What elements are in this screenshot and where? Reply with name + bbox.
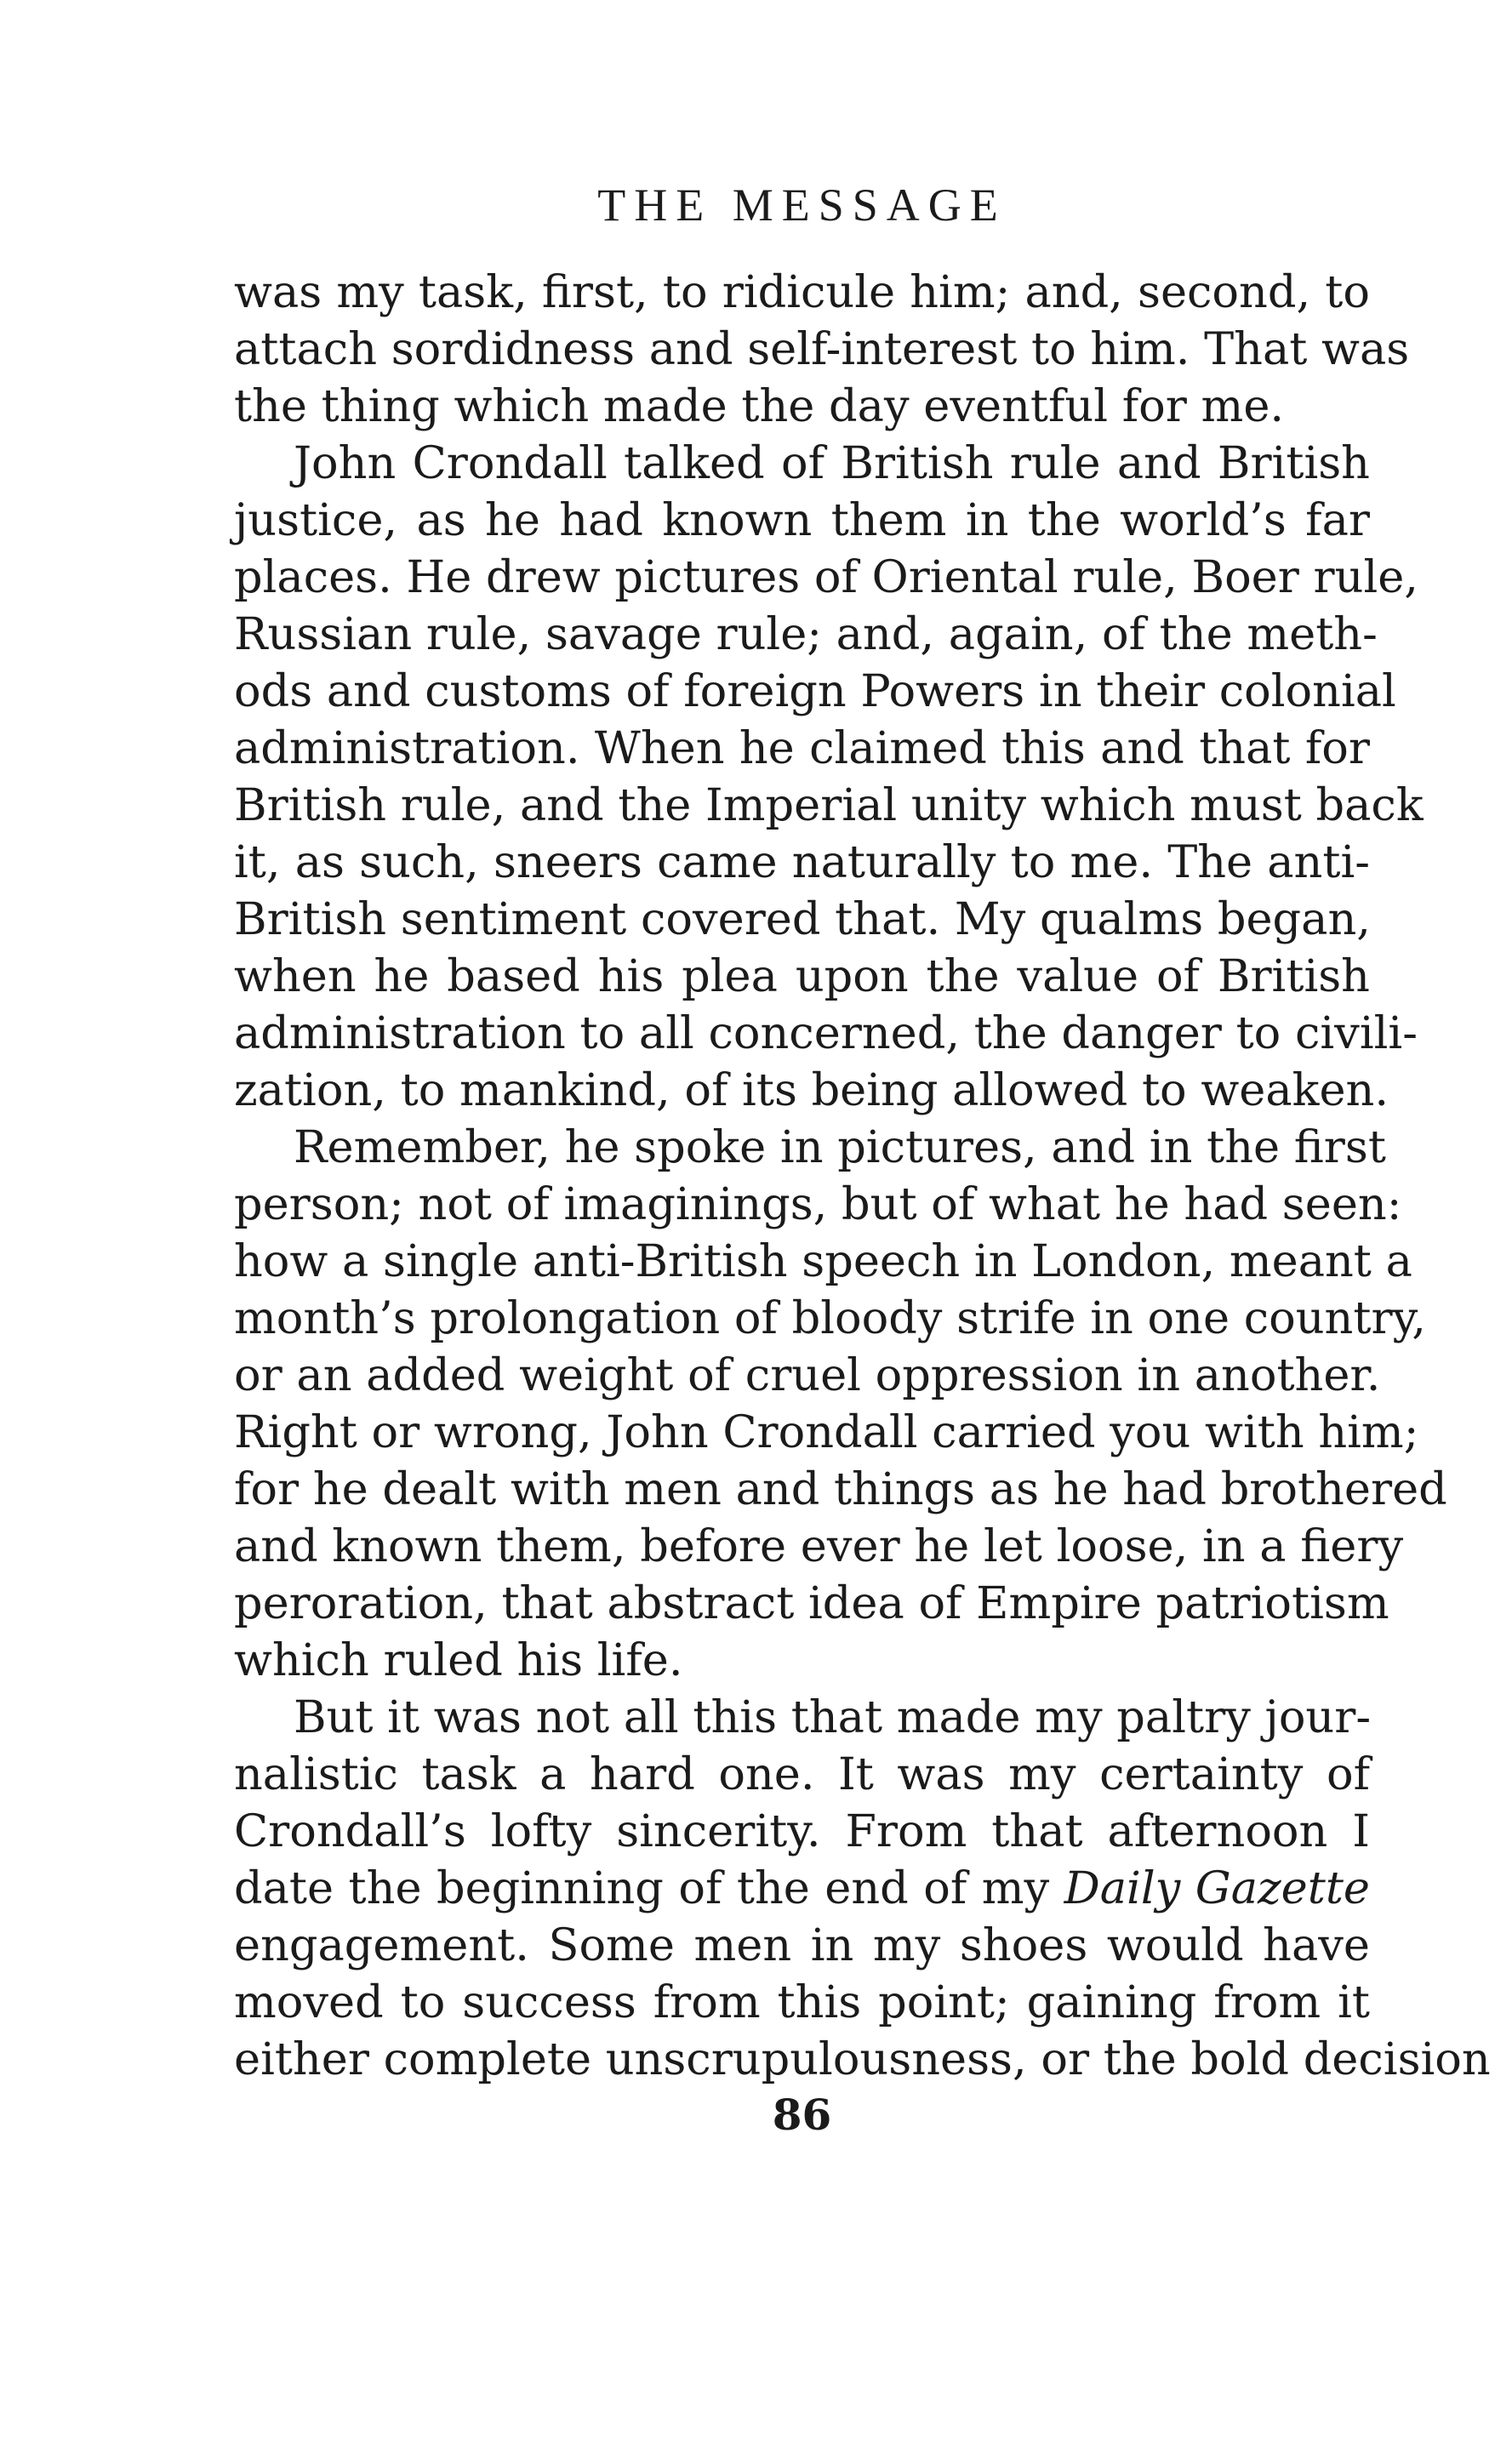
text-line: British sentiment covered that. My qualms began, bbox=[234, 893, 1371, 945]
paragraph bbox=[234, 435, 1424, 1119]
text-line: But it was not all this that made my paltry jour- bbox=[294, 1691, 1372, 1743]
text-line: peroration, that abstract idea of Empire patriotism bbox=[234, 1577, 1389, 1629]
text-line: when he based his plea upon the value of British bbox=[234, 950, 1370, 1002]
text-line: Crondall’s lofty sincerity. From that afternoon I bbox=[234, 1805, 1370, 1857]
text-line: British rule, and the Imperial unity which must back bbox=[234, 779, 1424, 831]
text-line: justice, as he had known them in the world’s far bbox=[234, 494, 1370, 546]
paragraph bbox=[234, 1689, 1491, 2088]
text-line: attach sordidness and self-interest to him. That was bbox=[234, 323, 1410, 375]
text-line-with-italic bbox=[234, 1860, 1370, 1917]
text-line: Right or wrong, John Crondall carried you with him; bbox=[234, 1406, 1419, 1458]
text-line: it, as such, sneers came naturally to me. The anti- bbox=[234, 836, 1370, 888]
text-line: the thing which made the day eventful for me. bbox=[234, 380, 1285, 432]
text-line: administration to all concerned, the danger to civili- bbox=[234, 1007, 1418, 1059]
text-line: how a single anti-British speech in London, meant a bbox=[234, 1235, 1412, 1287]
text-line: John Crondall talked of British rule and British bbox=[294, 437, 1370, 489]
text-line: for he dealt with men and things as he had brothered bbox=[234, 1463, 1447, 1515]
text-line: Russian rule, savage rule; and, again, of the meth- bbox=[234, 608, 1378, 660]
text-line: places. He drew pictures of Oriental rule, Boer rule, bbox=[234, 551, 1418, 603]
text-line: moved to success from this point; gaining from it bbox=[234, 1976, 1370, 2028]
text-line: zation, to mankind, of its being allowed to weaken. bbox=[234, 1064, 1389, 1116]
text-line: engagement. Some men in my shoes would have bbox=[234, 1919, 1370, 1971]
text-line: Remember, he spoke in pictures, and in the first bbox=[294, 1121, 1386, 1173]
text-line: and known them, before ever he let loose, in a fiery bbox=[234, 1520, 1404, 1572]
text-line: ods and customs of foreign Powers in their colonial bbox=[234, 665, 1396, 717]
paragraph bbox=[234, 264, 1410, 435]
paragraph bbox=[234, 1119, 1447, 1689]
body-text bbox=[234, 264, 1491, 2088]
text-line: month’s prolongation of bloody strife in one country, bbox=[234, 1292, 1426, 1344]
text-line: person; not of imaginings, but of what he had seen: bbox=[234, 1178, 1402, 1230]
page-number: 86 bbox=[772, 2090, 832, 2140]
text-line: was my task, first, to ridicule him; and, second, to bbox=[234, 266, 1370, 318]
newspaper-title: Daily Gazette bbox=[1064, 1862, 1370, 1914]
text-line: nalistic task a hard one. It was my certainty of bbox=[234, 1748, 1370, 1800]
text-line: which ruled his life. bbox=[234, 1634, 683, 1686]
text-line: either complete unscrupulousness, or the bold decision bbox=[234, 2033, 1491, 2085]
running-head: THE MESSAGE bbox=[597, 180, 1007, 231]
text-fragment: date the beginning of the end of my bbox=[234, 1862, 1050, 1914]
text-line: or an added weight of cruel oppression in another. bbox=[234, 1349, 1381, 1401]
text-line: administration. When he claimed this and that for bbox=[234, 722, 1370, 774]
